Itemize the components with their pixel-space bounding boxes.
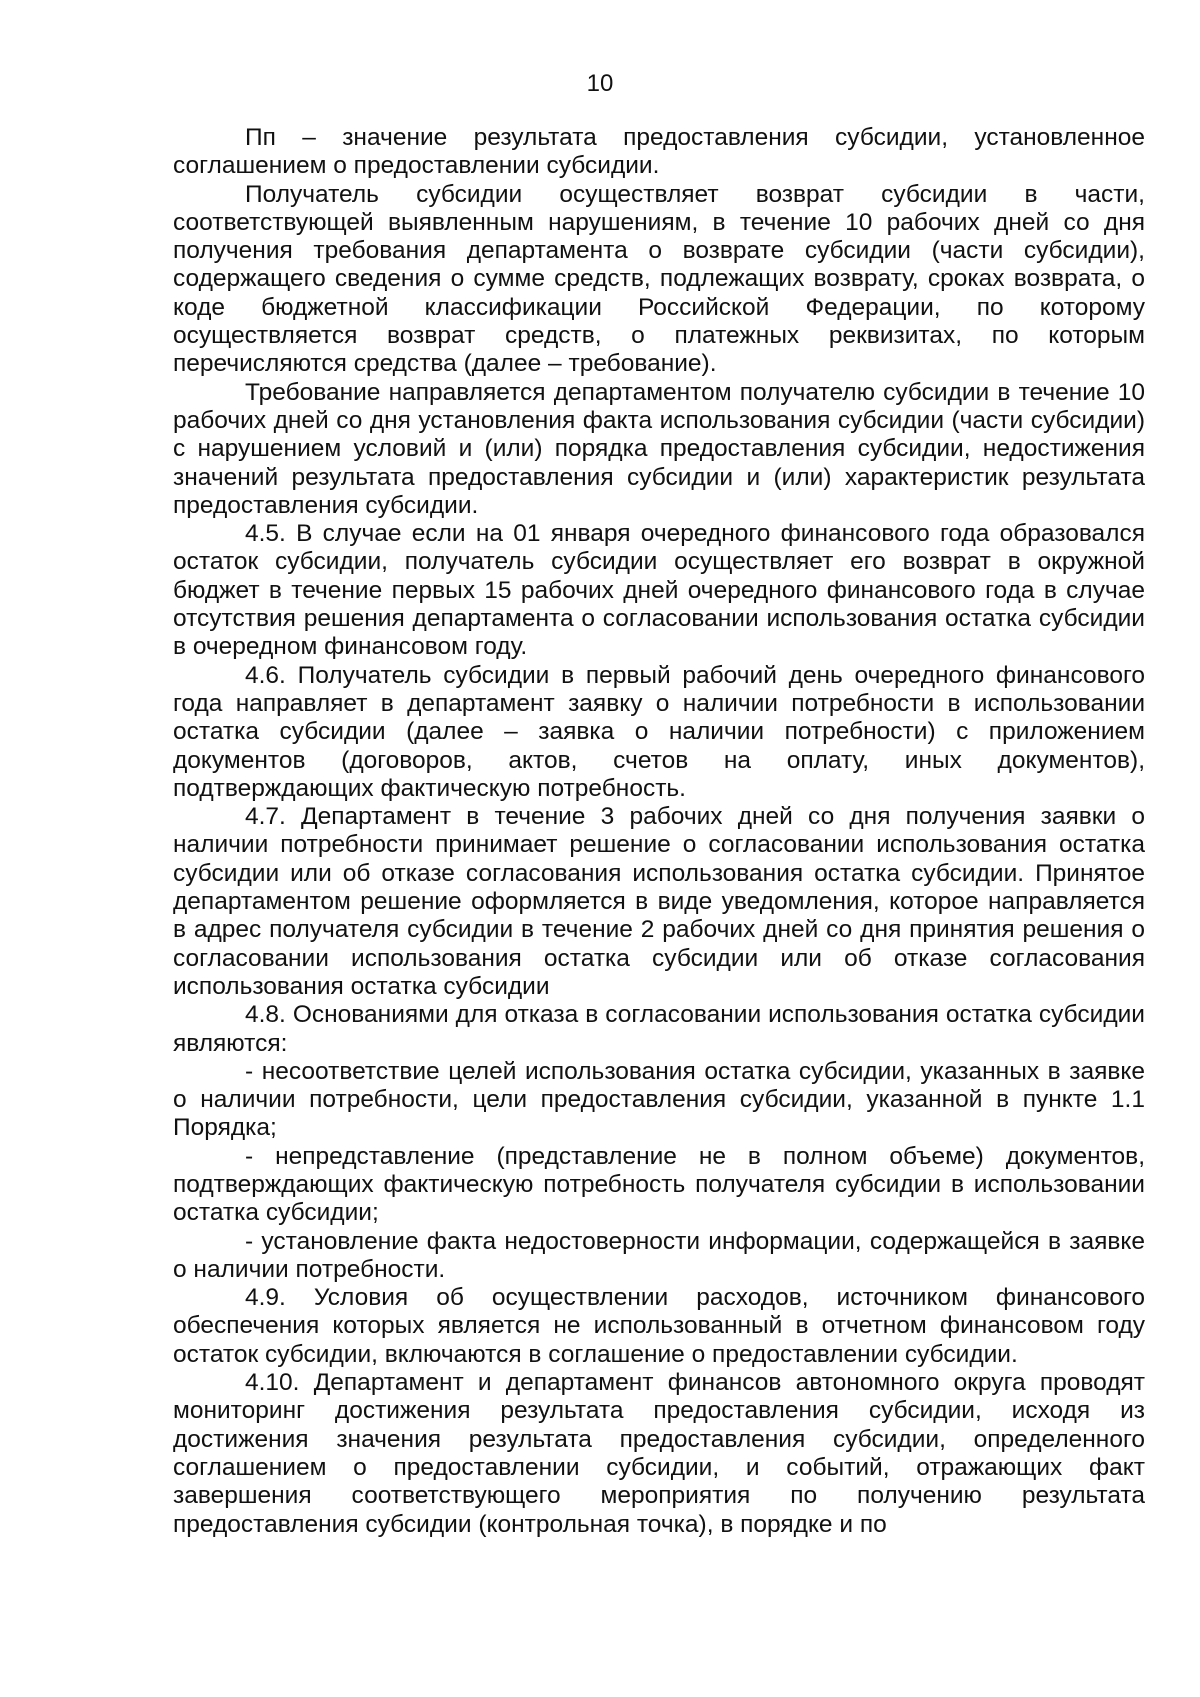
paragraph-4-9: 4.9. Условия об осуществлении расходов, источником финансового обеспечения которых является не использованный в отчетном финансовом году остаток субсидии, включаются в соглашение о предоставлении субсидии. [173,1284,1145,1368]
paragraph-refund-requirement: Требование направляется департаментом получателю субсидии в течение 10 рабочих дней со дня установления факта использования субсидии (части субсидии) с нарушением условий и (или) порядка предоставления субсидии, недостижения значений результата предоставления субсидии и (или) характеристик результата предоставления субсидии. [173,378,1145,519]
list-item-refusal-reason-1: - несоответствие целей использования остатка субсидии, указанных в заявке о наличии потребности, цели предоставления субсидии, указанной в пункте 1.1 Порядка; [173,1057,1145,1142]
paragraph-4-5: 4.5. В случае если на 01 января очередного финансового года образовался остаток субсидии, получатель субсидии осуществляет его возврат в окружной бюджет в течение первых 15 рабочих дней очередного финансового года в случае отсутствия решения департамента о согласовании использования остатка субсидии в очередном финансовом году. [173,520,1145,661]
list-item-refusal-reason-2: - непредставление (представление не в полном объеме) документов, подтверждающих фактическую потребность получателя субсидии в использовании остатка субсидии; [173,1142,1145,1227]
list-item-refusal-reason-3: - установление факта недостоверности информации, содержащейся в заявке о наличии потребности. [173,1227,1145,1283]
paragraph-4-10: 4.10. Департамент и департамент финансов автономного округа проводят мониторинг достижения результата предоставления субсидии, исходя из достижения значения результата предоставления субсидии, определенного соглашением о предоставлении субсидии, и событий, отражающих факт завершения соответствующего мероприятия по получению результата предоставления субсидии (контрольная точка), в порядке и по [173,1369,1145,1538]
paragraph-4-8: 4.8. Основаниями для отказа в согласовании использования остатка субсидии являются: [173,1001,1145,1057]
document-body [173,124,1145,1539]
paragraph-refund-by-recipient: Получатель субсидии осуществляет возврат субсидии в части, соответствующей выявленным нарушениям, в течение 10 рабочих дней со дня получения требования департамента о возврате субсидии (части субсидии), содержащего сведения о сумме средств, подлежащих возврату, сроках возврата, о коде бюджетной классификации Российской Федерации, по которому осуществляется возврат средств, о платежных реквизитах, по которым перечисляются средства (далее – требование). [173,180,1145,378]
paragraph-4-7: 4.7. Департамент в течение 3 рабочих дней со дня получения заявки о наличии потребности принимает решение о согласовании использования остатка субсидии или об отказе согласования использования остатка субсидии. Принятое департаментом решение оформляется в виде уведомления, которое направляется в адрес получателя субсидии в течение 2 рабочих дней со дня принятия решения о согласовании использования остатка субсидии или об отказе согласования использования остатка субсидии [173,803,1145,1000]
page-number: 10 [586,70,614,97]
paragraph-4-6: 4.6. Получатель субсидии в первый рабочий день очередного финансового года направляет в департамент заявку о наличии потребности в использовании остатка субсидии (далее – заявка о наличии потребности) с приложением документов (договоров, актов, счетов на оплату, иных документов), подтверждающих фактическую потребность. [173,661,1145,802]
paragraph-pp-definition: Пп – значение результата предоставления субсидии, установленное соглашением о предоставлении субсидии. [173,124,1145,180]
